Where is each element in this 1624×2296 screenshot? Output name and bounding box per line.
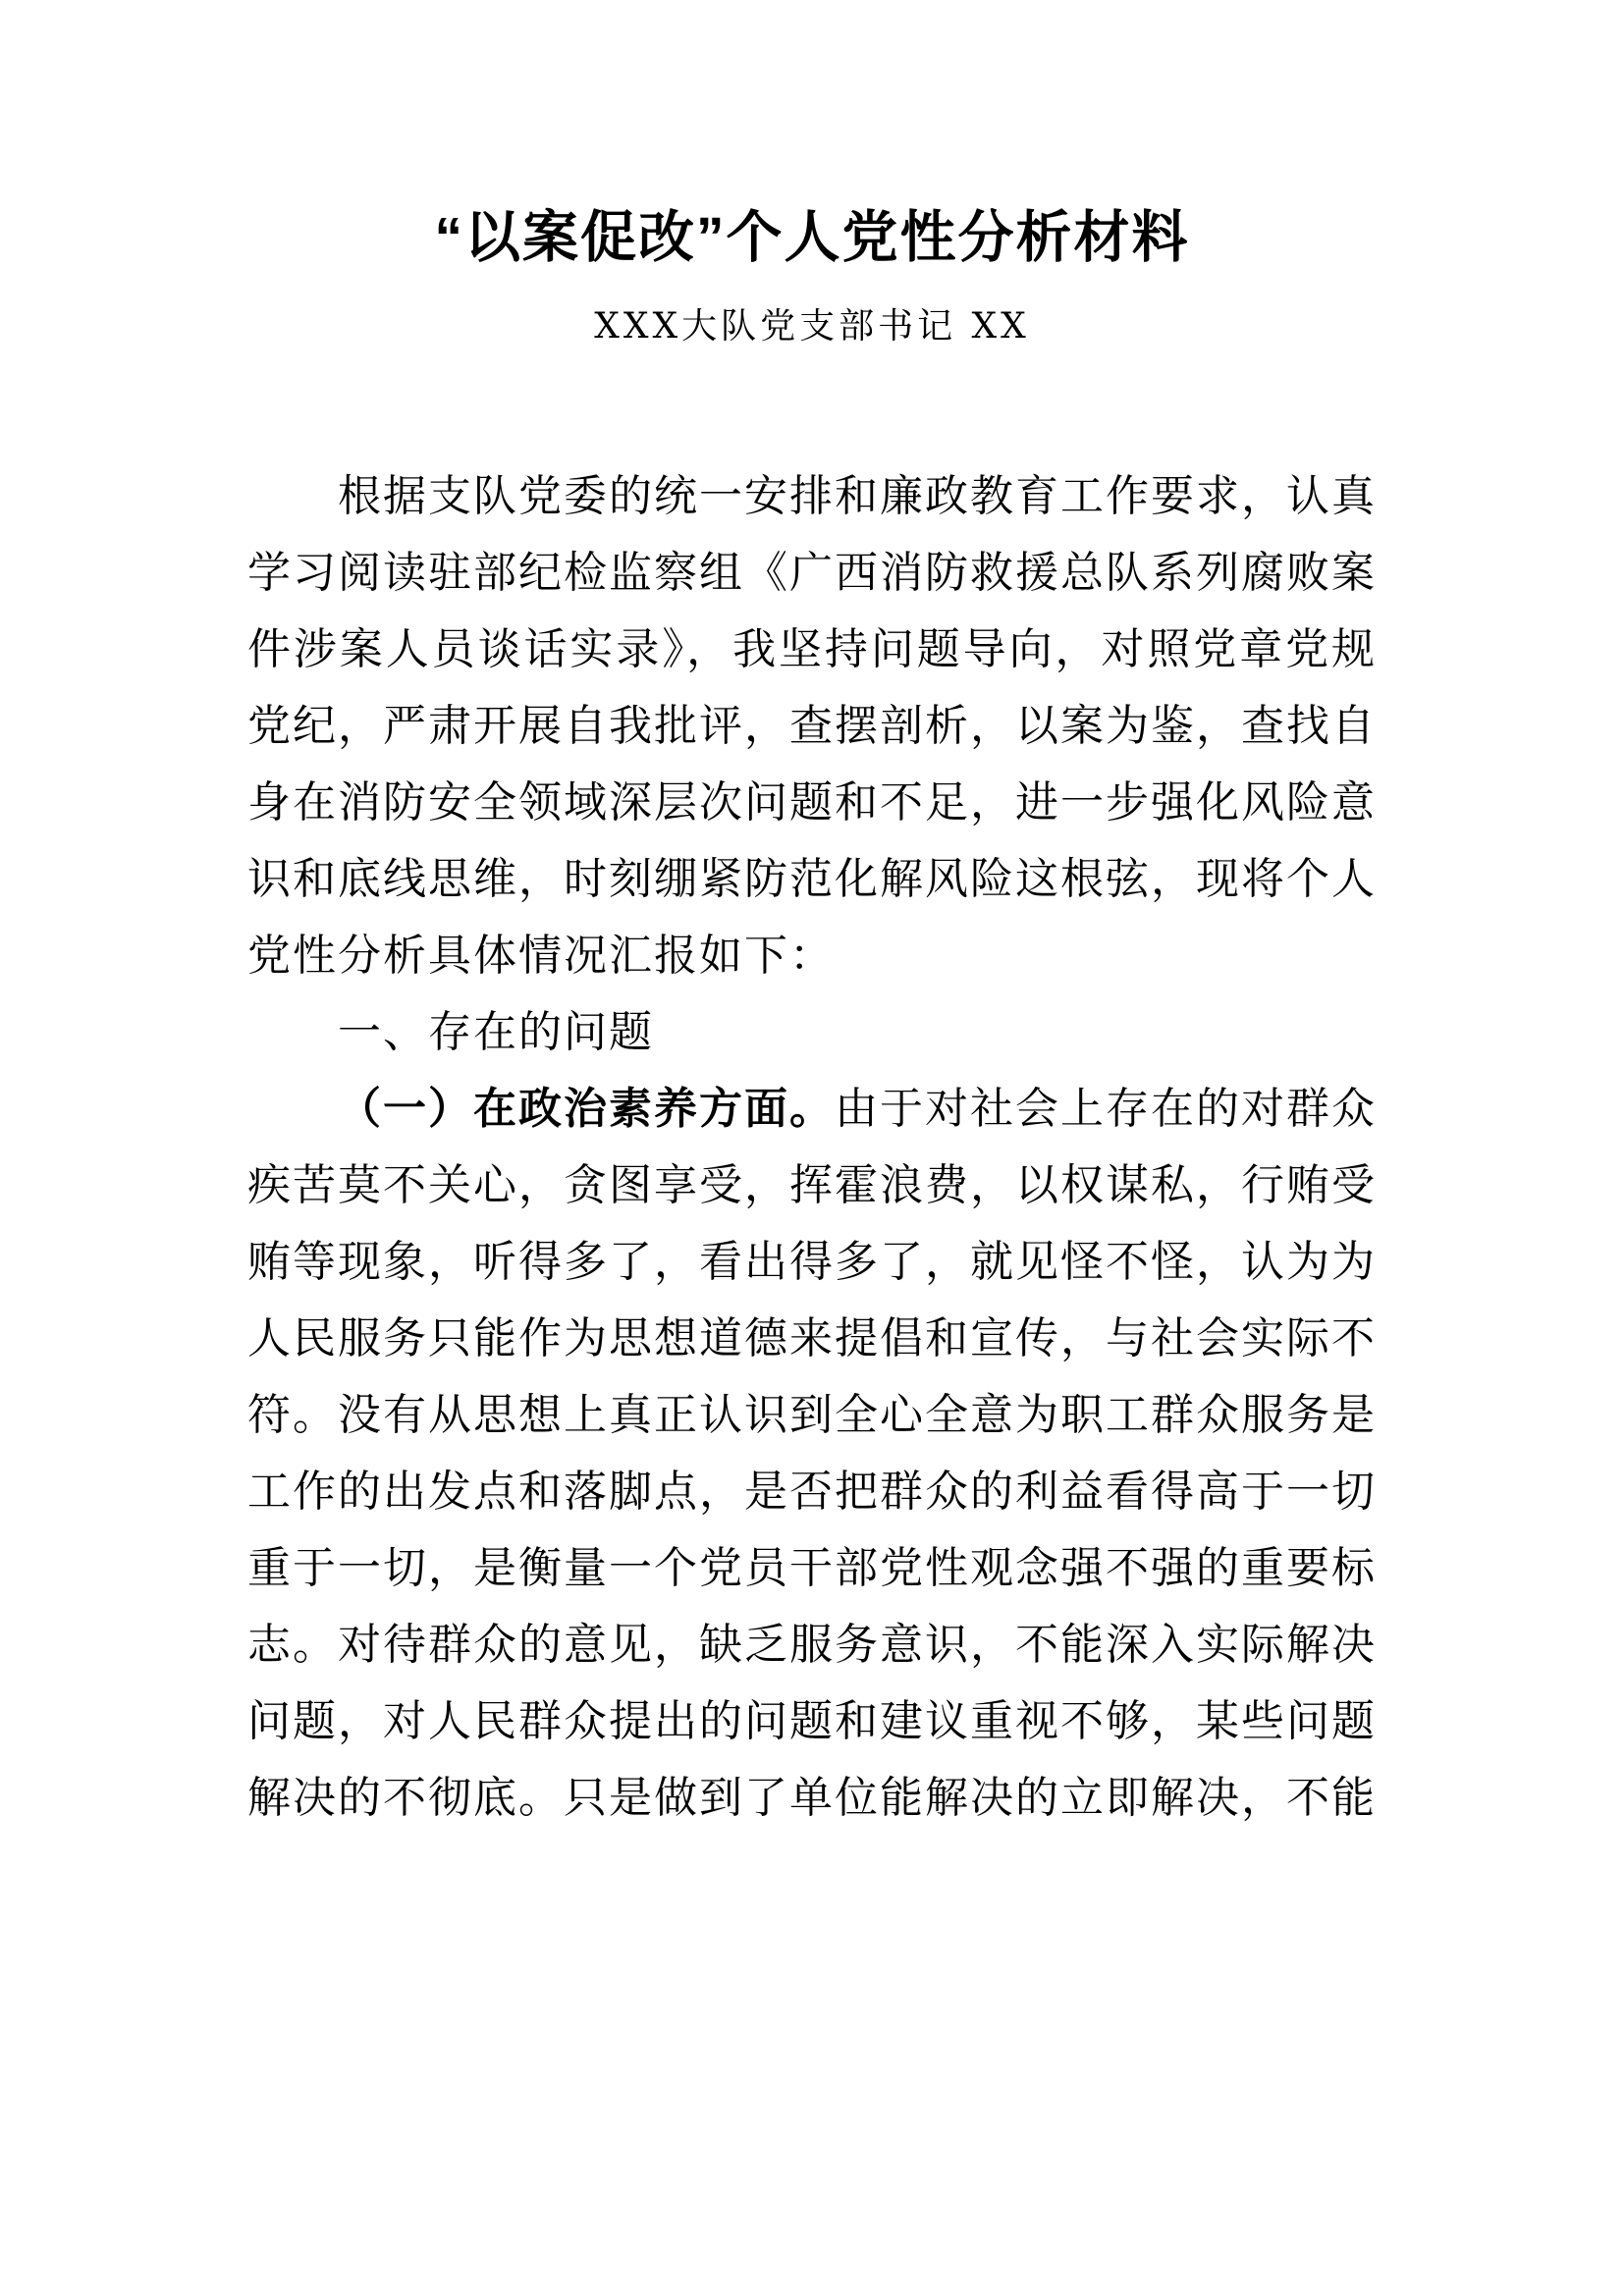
subsection-lead: （一）在政治素养方面。 (338, 1084, 835, 1134)
section-heading: 一、存在的问题 (338, 1007, 654, 1057)
intro-paragraph: 根据支队党委的统一安排和廉政教育工作要求，认真学习阅读驻部纪检监察组《广西消防救援总队系列腐败案件涉案人员谈话实录》，我坚持问题导向，对照党章党规党纪，严肃开展自我批评，查摆剖析，以案为鉴，查找自身在消防安全领域深层次问题和不足，进一步强化风险意识和底线思维，时刻绷紧防范化解风险这根弦，现将个人党性分析具体情况汇报如下： (247, 471, 1377, 981)
document-body (247, 458, 1377, 1837)
document-title: “以案促改”个人党性分析材料 (434, 206, 1190, 269)
subsection-paragraph (247, 1071, 1377, 1837)
document-byline: XXX大队党支部书记 XX (594, 306, 1030, 347)
subsection-body-text: 由于对社会上存在的对群众疾苦莫不关心，贪图享受，挥霍浪费，以权谋私，行贿受贿等现象，听得多了，看出得多了，就见怪不怪，认为为人民服务只能作为思想道德来提倡和宣传，与社会实际不符。没有从思想上真正认识到全心全意为职工群众服务是工作的出发点和落脚点，是否把群众的利益看得高于一切重于一切，是衡量一个党员干部党性观念强不强的重要标志。对待群众的意见，缺乏服务意识，不能深入实际解决问题，对人民群众提出的问题和建议重视不够，某些问题解决的不彻底。只是做到了单位能解决的立即解决，不能 (247, 1084, 1377, 1823)
